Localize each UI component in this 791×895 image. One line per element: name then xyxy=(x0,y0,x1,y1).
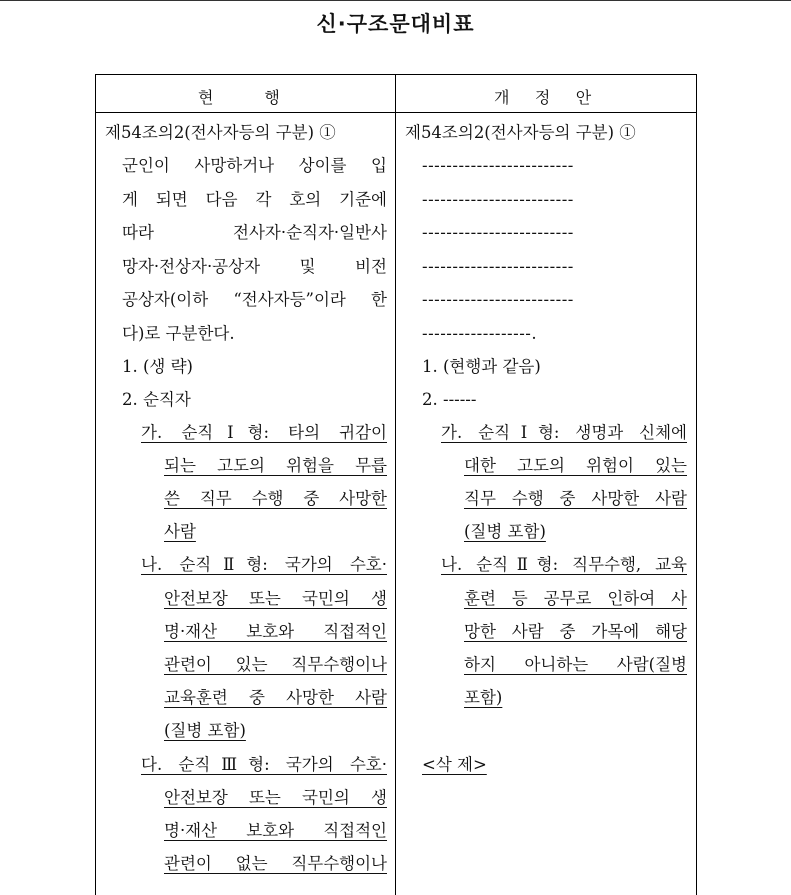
header-current: 현 행 xyxy=(198,88,280,107)
revised-ga-line: 직무 수행 중 사망한 사람 xyxy=(464,489,687,508)
current-para-line: 다)로 구분한다. xyxy=(122,324,235,343)
current-na-line: 명·재산 보호와 직접적인 xyxy=(164,622,387,641)
revised-dash-line: ------------------------- xyxy=(422,257,574,276)
revised-da-deleted: <삭 제> xyxy=(422,755,487,774)
current-da-line: 안전보장 또는 국민의 생 xyxy=(164,788,387,807)
revised-na-line: 하지 아니하는 사람(질병 xyxy=(464,655,687,674)
revised-ga-line: (질병 포함) xyxy=(464,522,546,541)
revised-na-line: 포함) xyxy=(464,688,503,707)
current-ga-line: 쓴 직무 수행 중 사망한 xyxy=(164,489,387,508)
current-para-line: 따라 전사자·순직자·일반사 xyxy=(122,223,387,242)
current-da-line: 다. 순직Ⅲ형: 국가의 수호· xyxy=(141,755,387,774)
revised-na-line: 훈련 등 공무로 인하여 사 xyxy=(464,589,687,608)
current-para-line: 공상자(이하 “전사자등”이라 한 xyxy=(122,290,387,309)
current-da-line: 명·재산 보호와 직접적인 xyxy=(164,821,387,840)
revised-dash-line: ------------------------- xyxy=(422,190,574,209)
header-rule xyxy=(96,112,696,113)
revised-item1: 1. (현행과 같음) xyxy=(422,357,541,376)
current-da-line: 관련이 없는 직무수행이나 xyxy=(164,854,387,873)
revised-dash-line: ------------------. xyxy=(422,324,538,343)
header-revised: 개 정 안 xyxy=(494,88,592,107)
column-divider xyxy=(395,75,396,895)
current-na-line: (질병 포함) xyxy=(164,721,246,740)
revised-ga-line: 가. 순직Ⅰ형: 생명과 신체에 xyxy=(441,423,687,442)
current-para-line: 군인이 사망하거나 상이를 입 xyxy=(122,156,387,175)
current-ga-line: 되는 고도의 위험을 무릅 xyxy=(164,456,387,475)
current-para-line: 게 되면 다음 각 호의 기준에 xyxy=(122,190,387,209)
revised-article-head: 제54조의2(전사자등의 구분) ① xyxy=(405,123,636,142)
current-na-line: 교육훈련 중 사망한 사람 xyxy=(164,688,387,707)
revised-item2: 2. ------ xyxy=(422,390,477,409)
revised-dash-line: ------------------------- xyxy=(422,156,574,175)
revised-dash-line: ------------------------- xyxy=(422,290,574,309)
current-para-line: 망자·전상자·공상자 및 비전 xyxy=(122,257,387,276)
current-ga-line: 사람 xyxy=(164,522,196,541)
revised-na-line: 나. 순직Ⅱ형: 직무수행, 교육 xyxy=(441,555,687,574)
current-na-line: 안전보장 또는 국민의 생 xyxy=(164,589,387,608)
current-item2: 2. 순직자 xyxy=(122,390,191,409)
current-item1: 1. (생 략) xyxy=(122,357,193,376)
current-article-head: 제54조의2(전사자등의 구분) ① xyxy=(105,123,336,142)
revised-ga-line: 대한 고도의 위험이 있는 xyxy=(464,456,687,475)
current-ga-line: 가. 순직Ⅰ형: 타의 귀감이 xyxy=(141,423,387,442)
revised-na-line: 망한 사람 중 가목에 해당 xyxy=(464,622,687,641)
current-na-line: 관련이 있는 직무수행이나 xyxy=(164,655,387,674)
top-border xyxy=(0,0,791,1)
page-title: 신·구조문대비표 xyxy=(316,12,475,36)
revised-dash-line: ------------------------- xyxy=(422,223,574,242)
current-na-line: 나. 순직Ⅱ형: 국가의 수호· xyxy=(141,555,387,574)
